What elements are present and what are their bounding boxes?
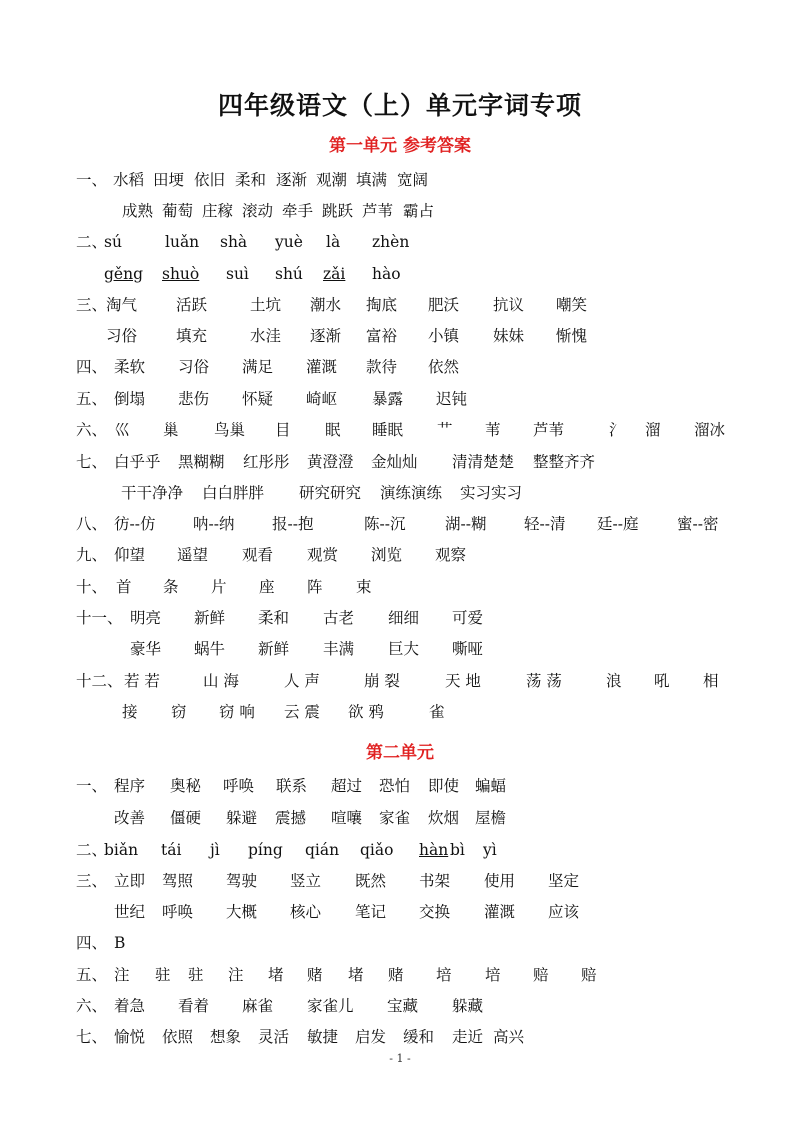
answer-item: 嘲笑	[556, 296, 588, 314]
answer-item: 干干净净	[121, 484, 184, 502]
pinyin-item: sú	[104, 233, 122, 251]
u1-q10	[0, 575, 800, 599]
answer-item: 逐渐	[310, 327, 342, 345]
u1-q4	[0, 355, 800, 379]
answer-item: 雀	[429, 703, 445, 721]
answer-item: 躲藏	[452, 997, 484, 1015]
answer-item: 倒塌	[114, 390, 146, 408]
question-number: 八、	[76, 515, 108, 533]
answer-item: 赔	[581, 966, 597, 984]
answer-item: 溜	[645, 421, 661, 439]
answer-item: 嘶哑	[452, 640, 484, 658]
answer-item: 看着	[178, 997, 210, 1015]
answer-item: 潮水	[310, 296, 342, 314]
u1-q7-line2	[0, 481, 800, 505]
answer-item: 改善	[114, 809, 146, 827]
u2-q1-line2	[0, 806, 800, 830]
answer-item: 研究研究	[299, 484, 362, 502]
answer-item: 欲 鸦	[348, 703, 384, 721]
question-number: 四、	[76, 934, 108, 952]
answer-item: 竖立	[290, 872, 322, 890]
question-number: 七、	[76, 453, 108, 471]
pinyin-item: gěng	[104, 265, 143, 283]
pinyin-item: là	[326, 233, 341, 251]
answer-item: 注	[114, 966, 130, 984]
answer-item: 使用	[484, 872, 516, 890]
answer-item: 清清楚楚	[452, 453, 515, 471]
answer-item: 若 若	[124, 672, 160, 690]
answer-item: 首	[116, 578, 132, 596]
u1-q12-line1	[0, 669, 800, 693]
answer-item: 条	[163, 578, 179, 596]
answer-item: 可爱	[452, 609, 484, 627]
answer-item: 逐渐	[276, 171, 308, 189]
u1-q9	[0, 543, 800, 567]
question-number: 六、	[76, 997, 108, 1015]
answer-item: 奥秘	[170, 777, 202, 795]
answer-item: 灌溉	[306, 358, 338, 376]
answer-item: 水洼	[250, 327, 282, 345]
u2-q2	[0, 838, 800, 862]
pinyin-item: yuè	[275, 233, 303, 251]
answer-item: 驾驶	[226, 872, 258, 890]
answer-item: 震撼	[275, 809, 307, 827]
answer-item: 水稻	[113, 171, 145, 189]
pinyin-item: tái	[161, 841, 182, 859]
answer-item: 掏底	[366, 296, 398, 314]
page-title: 四年级语文（上）单元字词专项	[217, 91, 582, 120]
answer-item: 柔和	[258, 609, 290, 627]
answer-item: 片	[211, 578, 227, 596]
answer-item: 宽阔	[397, 171, 429, 189]
question-number: 九、	[76, 546, 108, 564]
pinyin-item: qiǎo	[360, 841, 394, 859]
question-number: 七、	[76, 1028, 108, 1046]
u1-q12-line2	[0, 700, 800, 724]
pinyin-item: hào	[372, 265, 401, 283]
answer-item: 巛	[114, 421, 130, 439]
answer-item: 廷--庭	[597, 515, 639, 533]
answer-item: 观赏	[307, 546, 339, 564]
answer-item: 整整齐齐	[533, 453, 596, 471]
answer-item: 观潮	[316, 171, 348, 189]
pinyin-item: píng	[248, 841, 283, 859]
answer-item: 观察	[435, 546, 467, 564]
answer-item: 丰满	[323, 640, 355, 658]
answer-item: 立即	[114, 872, 146, 890]
u1-q11-line1	[0, 606, 800, 630]
answer-item: 满足	[242, 358, 274, 376]
answer-item: 喧嚷	[331, 809, 363, 827]
answer-item: 柔和	[235, 171, 267, 189]
answer-item: 躲避	[226, 809, 258, 827]
answer-item: 愉悦	[114, 1028, 146, 1046]
answer-item: 惭愧	[556, 327, 588, 345]
answer-item: 坚定	[548, 872, 580, 890]
answer-item: 堵	[268, 966, 284, 984]
answer-item: 黑糊糊	[178, 453, 225, 471]
pinyin-item: hàn	[419, 841, 449, 859]
answer-item: 核心	[290, 903, 322, 921]
answer-item: 目	[275, 421, 291, 439]
answer-item: 小镇	[428, 327, 460, 345]
pinyin-item: jì	[210, 841, 220, 859]
answer-item: 富裕	[366, 327, 398, 345]
answer-item: 怀疑	[242, 390, 274, 408]
question-number: 五、	[76, 390, 108, 408]
question-number: 二、	[76, 233, 108, 251]
answer-item: 接	[122, 703, 138, 721]
answer-item: 金灿灿	[371, 453, 418, 471]
u1-q1-line2	[0, 199, 800, 223]
answer-item: 款待	[366, 358, 398, 376]
answer-item: 芦苇	[533, 421, 565, 439]
answer-item: 细细	[388, 609, 420, 627]
answer-item: 驾照	[162, 872, 194, 890]
answer-item: 大概	[226, 903, 258, 921]
answer-item: 习俗	[178, 358, 210, 376]
answer-item: 演练演练	[380, 484, 443, 502]
answer-item: 僵硬	[170, 809, 202, 827]
answer-item: 高兴	[493, 1028, 525, 1046]
pinyin-item: zhèn	[372, 233, 410, 251]
answer-item: 灌溉	[484, 903, 516, 921]
answer-item: 氵	[609, 421, 625, 439]
answer-item: 世纪	[114, 903, 146, 921]
answer-item: 联系	[276, 777, 308, 795]
pinyin-item: yì	[483, 841, 497, 859]
answer-item: 赔	[533, 966, 549, 984]
answer-item: 呐--纳	[193, 515, 235, 533]
answer-item: 程序	[114, 777, 146, 795]
pinyin-item: bì	[450, 841, 465, 859]
answer-item: 悲伤	[178, 390, 210, 408]
answer-item: 屋檐	[475, 809, 507, 827]
u2-q1-line1	[0, 774, 800, 798]
u2-q6	[0, 994, 800, 1018]
answer-item: 红彤彤	[243, 453, 290, 471]
answer-item: 跳跃	[322, 202, 354, 220]
answer-item: 彷--仿	[114, 515, 156, 533]
question-number: 三、	[76, 296, 108, 314]
answer-item: 赌	[307, 966, 323, 984]
page-number: - 1 -	[389, 1052, 411, 1065]
question-number: 十一、	[76, 609, 123, 627]
answer-item: 迟钝	[436, 390, 468, 408]
answer-item: 宝藏	[387, 997, 419, 1015]
answer-item: 柔软	[114, 358, 146, 376]
pinyin-item: shà	[220, 233, 248, 251]
answer-item: 依照	[162, 1028, 194, 1046]
answer-item: 观看	[242, 546, 274, 564]
answer-item: 豪华	[130, 640, 162, 658]
answer-item: 填充	[176, 327, 208, 345]
answer-item: B	[114, 934, 126, 952]
question-number: 三、	[76, 872, 108, 890]
answer-item: 驻	[155, 966, 171, 984]
answer-item: 湖--糊	[445, 515, 487, 533]
answer-item: 注	[228, 966, 244, 984]
answer-item: 依旧	[194, 171, 226, 189]
u2-q3-line1	[0, 869, 800, 893]
pinyin-item: shuò	[162, 265, 200, 283]
answer-item: 座	[259, 578, 275, 596]
answer-item: 启发	[355, 1028, 387, 1046]
pinyin-item: qián	[305, 841, 340, 859]
pinyin-item: zǎi	[323, 265, 346, 283]
answer-item: 着急	[114, 997, 146, 1015]
answer-item: 田埂	[153, 171, 185, 189]
answer-item: 赌	[388, 966, 404, 984]
question-number: 四、	[76, 358, 108, 376]
u1-q7-line1	[0, 450, 800, 474]
pinyin-item: suì	[226, 265, 249, 283]
answer-item: 芦苇	[362, 202, 394, 220]
answer-item: 驻	[188, 966, 204, 984]
answer-item: 葡萄	[162, 202, 194, 220]
answer-item: 眠	[325, 421, 341, 439]
answer-item: 笔记	[355, 903, 387, 921]
answer-item: 蜜--密	[677, 515, 719, 533]
answer-item: 新鲜	[258, 640, 290, 658]
u1-q3-line2	[0, 324, 800, 348]
u1-q2-line1	[0, 230, 800, 254]
answer-item: 窃 响	[219, 703, 255, 721]
answer-item: 活跃	[176, 296, 208, 314]
answer-item: 睡眠	[372, 421, 404, 439]
answer-item: 牵手	[282, 202, 314, 220]
answer-item: 即使	[428, 777, 460, 795]
pinyin-item: shú	[275, 265, 303, 283]
question-number: 十、	[76, 578, 108, 596]
answer-item: 应该	[548, 903, 580, 921]
unit2-heading: 第二单元	[366, 743, 434, 763]
answer-item: 淘气	[106, 296, 138, 314]
u2-q4	[0, 931, 800, 955]
answer-item: 崩 裂	[364, 672, 400, 690]
answer-item: 束	[356, 578, 372, 596]
answer-item: 巢	[163, 421, 179, 439]
u1-q3-line1	[0, 293, 800, 317]
answer-item: 蝙蝠	[475, 777, 507, 795]
question-number: 一、	[76, 171, 108, 189]
answer-item: 天 地	[445, 672, 481, 690]
answer-item: 明亮	[130, 609, 162, 627]
answer-item: 遥望	[177, 546, 209, 564]
pinyin-item: luǎn	[165, 233, 200, 251]
answer-item: 轻--清	[524, 515, 566, 533]
answer-item: 霸占	[403, 202, 435, 220]
answer-item: 苇	[485, 421, 501, 439]
answer-item: 浪	[606, 672, 622, 690]
answer-item: 新鲜	[194, 609, 226, 627]
answer-item: 滚动	[242, 202, 274, 220]
answer-item: 既然	[355, 872, 387, 890]
answer-item: 荡 荡	[526, 672, 562, 690]
answer-item: 家雀	[379, 809, 411, 827]
answer-item: 巨大	[388, 640, 420, 658]
answer-item: 依然	[428, 358, 460, 376]
answer-item: 麻雀	[242, 997, 274, 1015]
answer-item: 人 声	[284, 672, 320, 690]
answer-item: 走近	[452, 1028, 484, 1046]
answer-item: 艹	[437, 421, 453, 439]
answer-item: 交换	[419, 903, 451, 921]
answer-item: 阵	[307, 578, 323, 596]
answer-item: 呼唤	[162, 903, 194, 921]
answer-item: 报--抱	[272, 515, 314, 533]
u1-q5	[0, 387, 800, 411]
answer-item: 暴露	[372, 390, 404, 408]
answer-item: 浏览	[371, 546, 403, 564]
question-number: 二、	[76, 841, 108, 859]
answer-item: 恐怕	[379, 777, 411, 795]
answer-item: 书架	[419, 872, 451, 890]
answer-item: 陈--沉	[364, 515, 406, 533]
answer-item: 堵	[348, 966, 364, 984]
answer-item: 成熟	[122, 202, 154, 220]
answer-item: 抗议	[493, 296, 525, 314]
answer-item: 妹妹	[493, 327, 525, 345]
question-number: 一、	[76, 777, 108, 795]
u1-q1-line1	[0, 168, 800, 192]
answer-item: 庄稼	[202, 202, 234, 220]
answer-item: 肥沃	[428, 296, 460, 314]
answer-item: 习俗	[106, 327, 138, 345]
answer-item: 缓和	[403, 1028, 435, 1046]
answer-item: 实习实习	[460, 484, 523, 502]
u1-q11-line2	[0, 637, 800, 661]
answer-item: 山 海	[203, 672, 239, 690]
answer-item: 溜冰	[694, 421, 726, 439]
answer-item: 炊烟	[428, 809, 460, 827]
answer-item: 土坑	[250, 296, 282, 314]
answer-item: 灵活	[258, 1028, 290, 1046]
answer-item: 古老	[323, 609, 355, 627]
answer-item: 敏捷	[307, 1028, 339, 1046]
answer-item: 家雀儿	[307, 997, 354, 1015]
answer-item: 超过	[331, 777, 363, 795]
answer-item: 窃	[171, 703, 187, 721]
answer-item: 培	[485, 966, 501, 984]
question-number: 五、	[76, 966, 108, 984]
u1-q2-line2	[0, 262, 800, 286]
answer-item: 仰望	[114, 546, 146, 564]
answer-item: 培	[436, 966, 452, 984]
answer-item: 呼唤	[223, 777, 255, 795]
u2-q5	[0, 963, 800, 987]
answer-item: 想象	[210, 1028, 242, 1046]
question-number: 六、	[76, 421, 108, 439]
answer-item: 鸟巢	[214, 421, 246, 439]
u2-q3-line2	[0, 900, 800, 924]
answer-item: 填满	[356, 171, 388, 189]
answer-item: 蜗牛	[194, 640, 226, 658]
answer-item: 黄澄澄	[307, 453, 354, 471]
pinyin-item: biǎn	[104, 841, 139, 859]
answer-item: 云 震	[284, 703, 320, 721]
answer-item: 白白胖胖	[202, 484, 265, 502]
u1-q6	[0, 418, 800, 442]
answer-item: 相	[703, 672, 719, 690]
unit1-heading: 第一单元 参考答案	[329, 136, 471, 156]
question-number: 十二、	[76, 672, 123, 690]
answer-item: 白乎乎	[114, 453, 161, 471]
u1-q8	[0, 512, 800, 536]
u2-q7	[0, 1025, 800, 1049]
answer-item: 吼	[654, 672, 670, 690]
answer-item: 崎岖	[306, 390, 338, 408]
